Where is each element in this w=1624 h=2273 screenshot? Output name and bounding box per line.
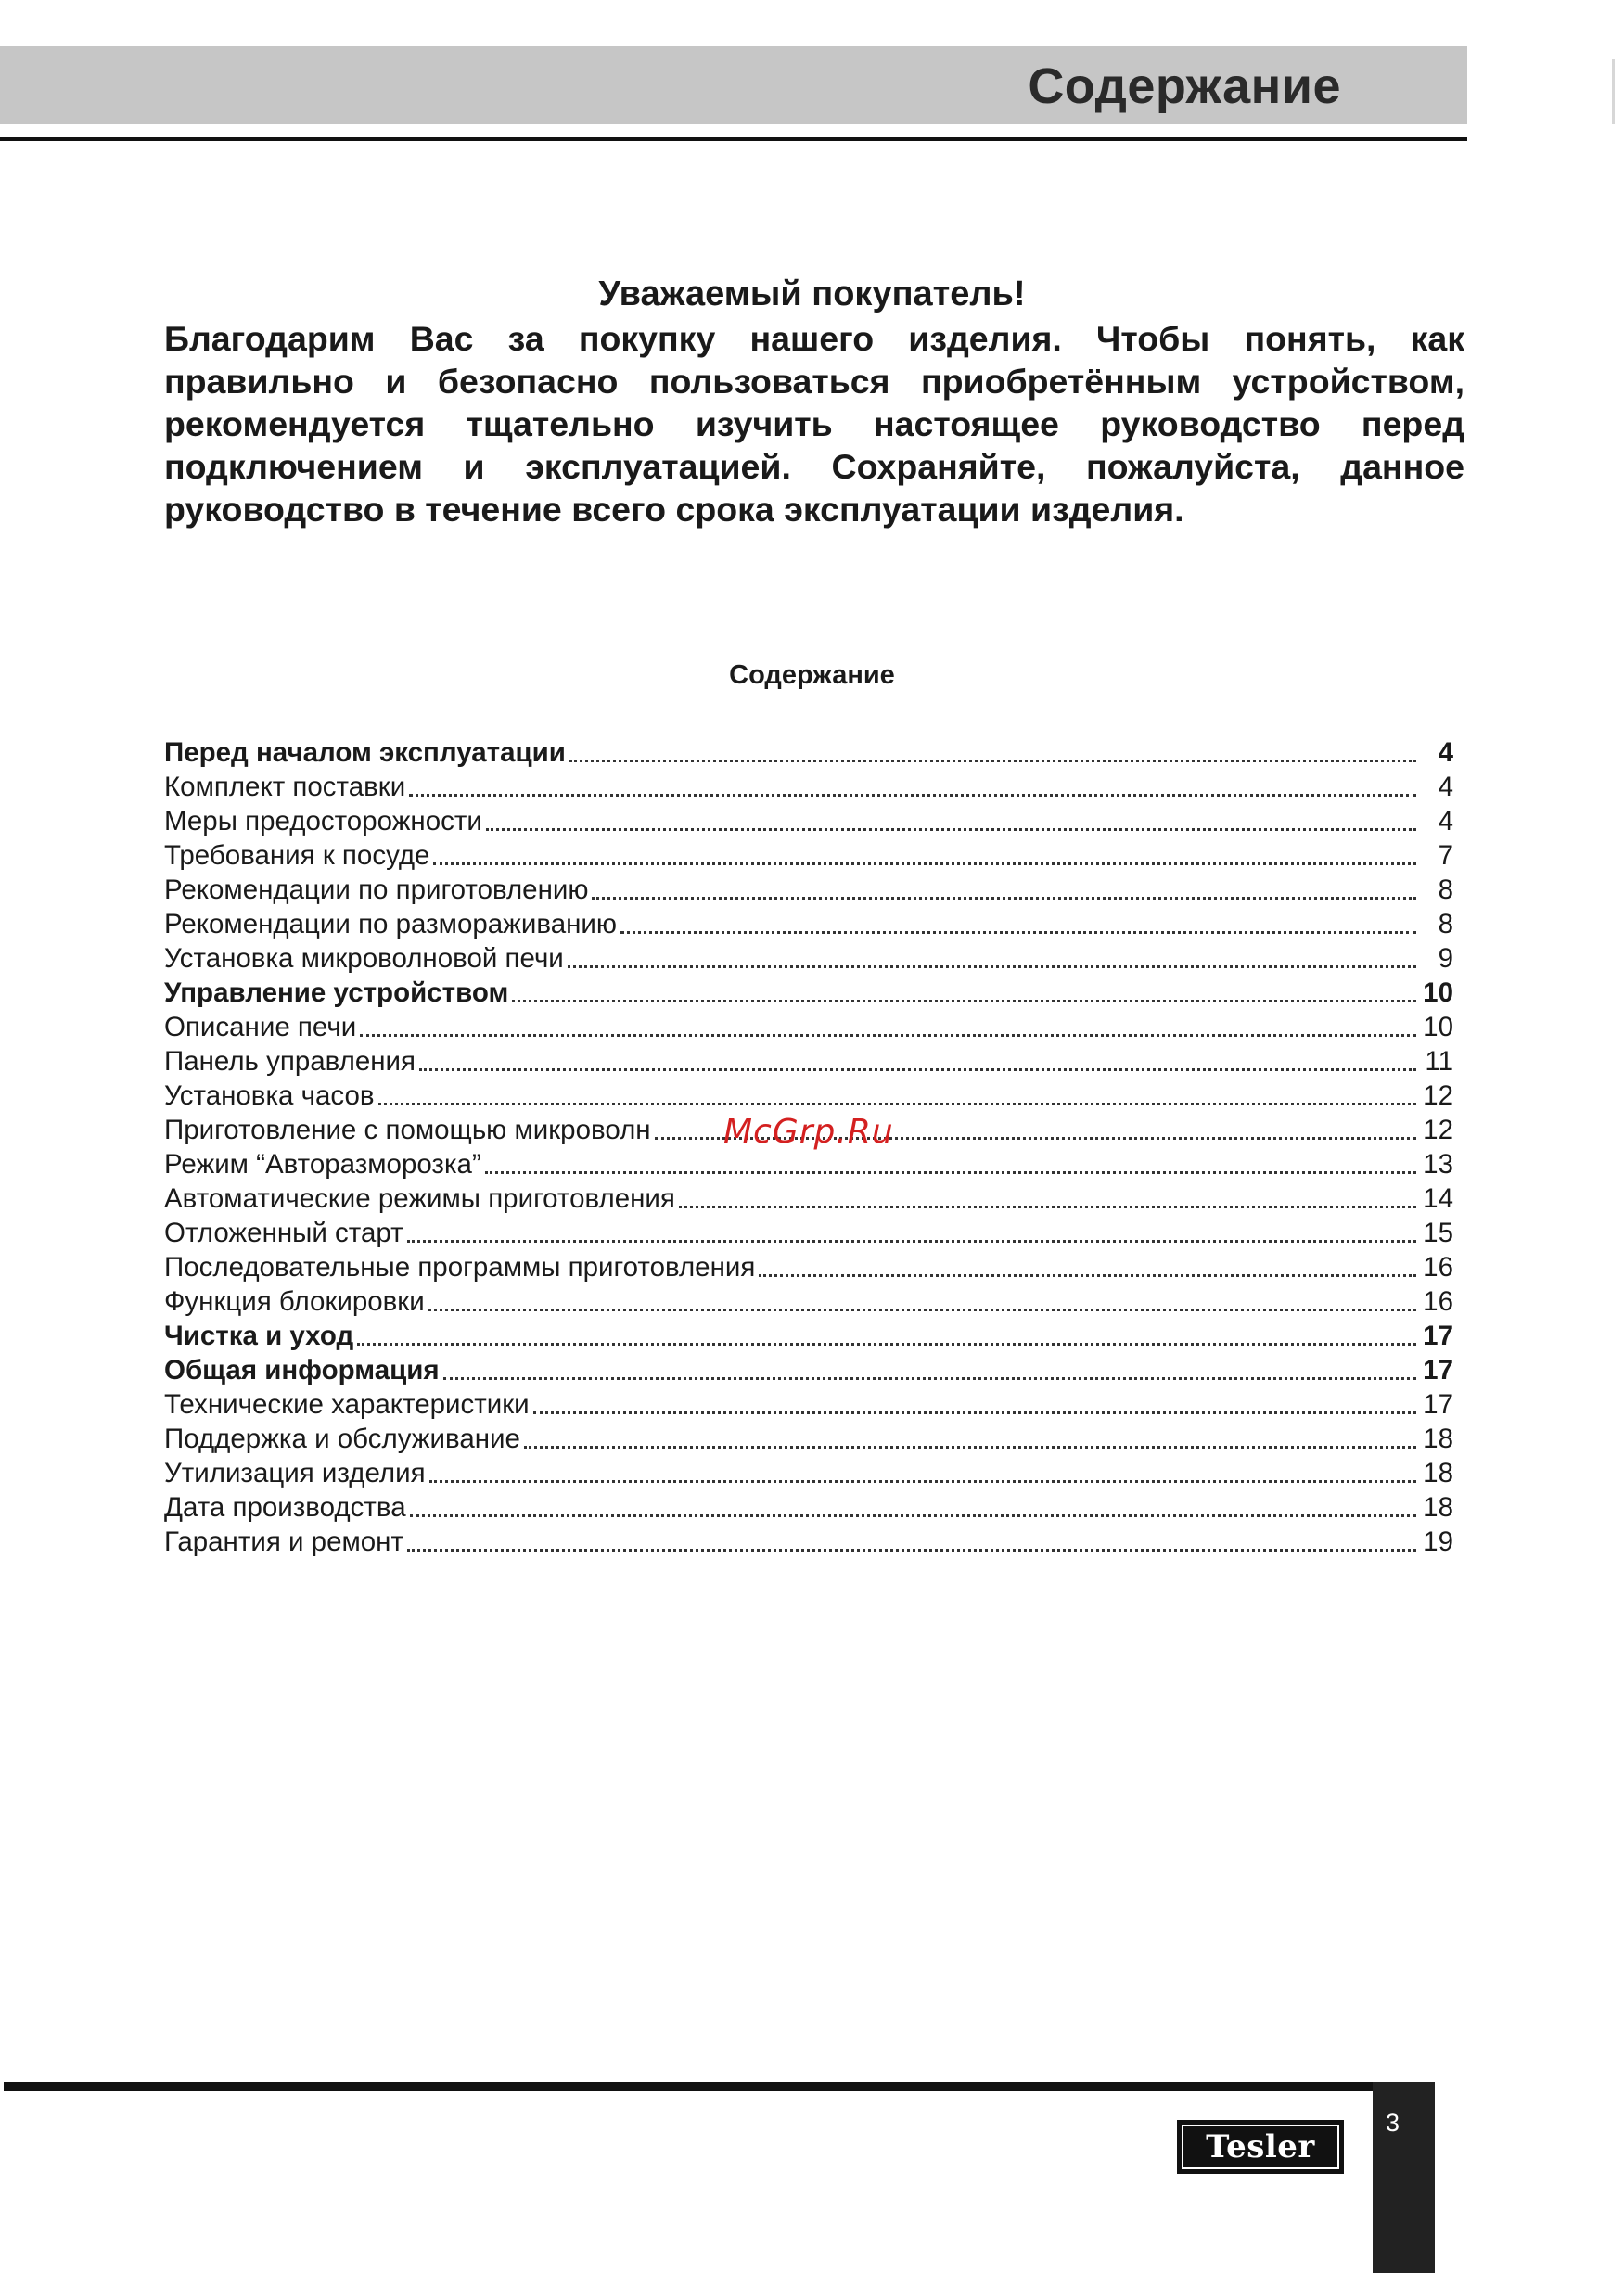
toc-entry-page: 4 [1438,737,1453,768]
toc-entry[interactable] [164,907,1453,941]
toc-entry[interactable] [164,941,1453,976]
toc-leader-dots [429,1480,1416,1483]
toc-entry-page: 17 [1423,1355,1453,1386]
toc-entry[interactable] [164,1490,1453,1525]
toc-entry-title: Установка часов [164,1080,375,1111]
toc-leader-dots [360,1034,1416,1037]
toc-entry-page: 10 [1423,1012,1453,1042]
toc-entry-page: 17 [1423,1321,1453,1351]
toc-entry[interactable] [164,1044,1453,1079]
toc-entry-page: 18 [1423,1458,1453,1488]
toc-entry-page: 13 [1423,1149,1453,1180]
toc-entry-page: 8 [1438,875,1453,905]
toc-entry-page: 7 [1438,840,1453,871]
toc-entry-title: Приготовление с помощью микроволн [164,1115,651,1145]
toc-leader-dots [568,965,1416,968]
toc-entry-title: Комплект поставки [164,772,406,802]
toc-leader-dots [486,828,1416,831]
toc-entry-title: Гарантия и ремонт [164,1526,403,1557]
toc-entry-title: Общая информация [164,1355,440,1386]
toc-entry-page: 9 [1438,943,1453,974]
toc-entry[interactable] [164,838,1453,873]
toc-entry-page: 4 [1438,806,1453,836]
toc-leader-dots [524,1446,1416,1449]
header-divider [0,137,1467,141]
toc-entry[interactable] [164,735,1453,770]
toc-entry-title: Дата производства [164,1492,406,1523]
toc-entry-title: Рекомендации по приготовлению [164,875,589,905]
toc-entry-page: 17 [1423,1389,1453,1420]
toc-entry-title: Автоматические режимы приготовления [164,1183,675,1214]
toc-entry-title: Чистка и уход [164,1321,354,1351]
toc-leader-dots [533,1411,1416,1414]
page-number: 3 [1386,2109,1400,2137]
toc-entry-title: Функция блокировки [164,1286,425,1317]
toc-entry[interactable] [164,1216,1453,1250]
toc-entry-title: Управление устройством [164,977,509,1008]
greeting-heading: Уважаемый покупатель! [598,275,1026,313]
toc-entry[interactable] [164,1284,1453,1319]
toc-entry-page: 18 [1423,1492,1453,1523]
toc-entry-title: Режим “Авторазморозка” [164,1149,481,1180]
toc-leader-dots [759,1274,1416,1277]
toc-entry[interactable] [164,1147,1453,1181]
toc-entry-page: 12 [1423,1080,1453,1111]
brand-logo-text: Tesler [1182,2125,1339,2169]
toc-leader-dots [357,1343,1416,1346]
toc-entry[interactable] [164,1250,1453,1284]
toc-entry[interactable] [164,1456,1453,1490]
toc-entry[interactable] [164,1079,1453,1113]
page-number-tab [1373,2082,1435,2273]
toc-leader-dots [407,1240,1416,1243]
toc-entry[interactable] [164,1010,1453,1044]
toc-entry-page: 16 [1423,1252,1453,1283]
intro-paragraph: Благодарим Вас за покупку нашего изделия. Чтобы понять, как правильно и безопасно пользоваться приобретённым устройством, рекомендуется тщательно изучить настоящее руководство перед подключением и эксплуатацией. Сохраняйте, пожалуйста, данное руководство в течение всего срока эксплуатации изделия. [164,319,1464,529]
toc-entry-page: 4 [1438,772,1453,802]
toc-leader-dots [410,1514,1416,1517]
toc-leader-dots [378,1103,1416,1105]
toc-entry-title: Панель управления [164,1046,416,1077]
toc-entry[interactable] [164,770,1453,804]
toc-leader-dots [679,1206,1416,1208]
toc-entry[interactable] [164,1353,1453,1387]
toc-entry-title: Установка микроволновой печи [164,943,564,974]
toc-leader-dots [620,931,1416,934]
footer-divider [4,2082,1435,2091]
toc-entry-page: 10 [1423,977,1453,1008]
toc-entry[interactable] [164,873,1453,907]
toc-entry-page: 11 [1425,1046,1453,1077]
toc-entry[interactable] [164,1387,1453,1422]
toc-entry-title: Последовательные программы приготовления [164,1252,756,1283]
toc-entry[interactable] [164,1319,1453,1353]
toc-entry[interactable] [164,976,1453,1010]
toc-entry-title: Требования к посуде [164,840,430,871]
toc-heading: Содержание [729,660,895,690]
toc-entry-title: Описание печи [164,1012,357,1042]
toc-leader-dots [512,1000,1416,1002]
watermark: McGrp.Ru [723,1113,894,1151]
page-edge-mark [1612,59,1615,124]
toc-entry-page: 15 [1423,1218,1453,1248]
toc-entry[interactable] [164,1422,1453,1456]
toc-entry[interactable] [164,804,1453,838]
page-title: Содержание [1028,58,1341,114]
toc-entry-title: Поддержка и обслуживание [164,1424,520,1454]
toc-leader-dots [428,1309,1416,1311]
toc-entry-page: 8 [1438,909,1453,939]
toc-leader-dots [485,1171,1416,1174]
toc-entry-page: 16 [1423,1286,1453,1317]
toc-entry[interactable] [164,1181,1453,1216]
toc-entry-page: 12 [1423,1115,1453,1145]
toc-leader-dots [592,897,1416,900]
toc-leader-dots [433,862,1416,865]
toc-leader-dots [409,794,1416,797]
toc-leader-dots [569,760,1416,762]
toc-entry[interactable] [164,1525,1453,1559]
toc-entry-title: Отложенный старт [164,1218,403,1248]
toc-entry-page: 14 [1423,1183,1453,1214]
brand-logo [1177,2120,1344,2174]
toc-entry-page: 18 [1423,1424,1453,1454]
toc-leader-dots [407,1549,1416,1552]
toc-entry-page: 19 [1423,1526,1453,1557]
toc-entry-title: Перед началом эксплуатации [164,737,566,768]
toc-leader-dots [419,1068,1416,1071]
toc-entry-title: Меры предосторожности [164,806,482,836]
toc-entry-title: Утилизация изделия [164,1458,426,1488]
toc-entry-title: Рекомендации по размораживанию [164,909,618,939]
toc-entry-title: Технические характеристики [164,1389,530,1420]
toc-leader-dots [443,1377,1416,1380]
